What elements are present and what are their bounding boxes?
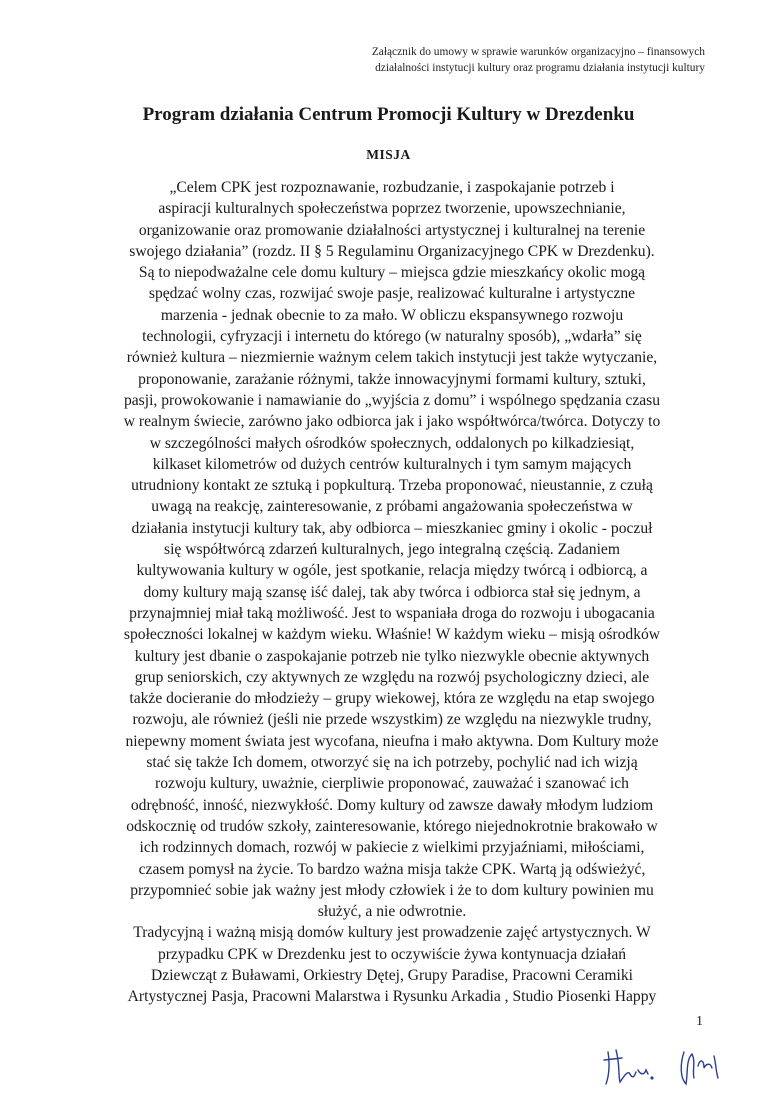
body-line: Artystycznej Pasja, Pracowni Malarstwa i Rysunku Arkadia , Studio Piosenki Happy [127,988,657,1006]
body-line: Tradycyjną i ważną misją domów kultury jest prowadzenie zajęć artystycznych. W [133,924,651,942]
body-line: w realnym świecie, zarówno jako odbiorca jak i jako współtwórca/twórca. Dotyczy to [123,413,661,431]
body-line: Dziewcząt z Buławami, Orkiestry Dętej, Grupy Paradise, Pracowni Ceramiki [151,966,633,984]
body-line: kultury jest dbanie o zaspokajanie potrzeb nie tylko niezwykle obecnie aktywnych [134,647,650,665]
body-line: kultywowania kultury w ogóle, jest spotkanie, relacja między twórcą i odbiorcą, a [136,562,648,580]
signature-right [681,1052,718,1084]
body-line: działania instytucji kultury tak, aby odbiorca – mieszkaniec gminy i okolic - poczuł [131,519,653,537]
body-line: przypomnieć sobie jak ważny jest młody człowiek i że to dom kultury powinien mu [130,881,654,899]
body-line: odrębność, inność, niezwykłość. Domy kultury od zawsze dawały młodym ludziom [130,796,654,814]
body-line: w szczególności małych ośrodków społecznych, oddalonych po kilkadziesiąt, [149,434,635,452]
body-line: rozwoju kultury, uważnie, cierpliwie proponować, zauważać i szanować ich [155,775,629,793]
body-line: przypadku CPK w Drezdenku jest to oczywiście żywa kontynuacja działań [157,945,627,963]
body-line: „Celem CPK jest rozpoznawanie, rozbudzanie, i zaspokajanie potrzeb i [169,179,615,196]
body-line: pasji, prowokowanie i namawianie do „wyjścia z domu” i wspólnego spędzania czasu [123,391,661,409]
body-line: ich rodzinnych domach, rozwój w pakiecie z wielkimi przyjaźniami, miłościami, [139,839,645,857]
body-line: przynajmniej miał taką możliwość. Jest to wspaniała droga do rozwoju i ubogacania [129,604,655,622]
body-line: Są to niepodważalne cele domu kultury – miejsca gdzie mieszkańcy okolic mogą [138,264,646,282]
body-line: również kultura – niezmiernie ważnym celem takich instytucji jest także wytyczanie, [126,349,658,367]
body-line: domy kultury mają szansę iść dalej, tak aby twórca i odbiorca stał się jednym, a [143,583,641,601]
body-line: odskocznię od trudów szkoły, zainteresowanie, którego niejednokrotnie brakowało w [126,817,658,835]
body-line: grup seniorskich, czy aktywnych ze względu na rozwój psychologiczny dzieci, ale [134,668,650,686]
handwritten-signatures [600,1038,740,1090]
body-line: utrudniony kontakt ze sztuką i popkulturą. Trzeba proponować, nieustannie, z czułą [131,477,653,495]
body-line: także docieranie do młodzieży – grupy wiekowej, która ze względu na etap swojego [129,690,655,708]
body-line: rozwoju, ale również (jeśli nie przede wszystkim) ze względu na niezwykle trudny, [132,711,652,729]
body-line: uwagą na reakcję, zainteresowanie, z próbami angażowania społeczeństwa w [151,498,633,516]
body-line: niepewny moment świata jest wycofana, nieufna i mało aktywna. Dom Kultury może [125,732,659,750]
body-line: swojego działania” (rozdz. II § 5 Regulaminu Organizacyjnego CPK w Drezdenku). [129,242,655,260]
attachment-note [372,44,705,76]
body-line: technologii, cyfryzacji i internetu do którego (w naturalny sposób), „wdarła” się [142,328,642,346]
body-line: proponowanie, zarażanie różnymi, także innowacyjnymi formami kultury, sztuki, [138,370,646,388]
attachment-note-line: działalności instytucji kultury oraz programu działania instytucji kultury [375,62,705,74]
attachment-note-line: Załącznik do umowy w sprawie warunków organizacyjno – finansowych [371,46,705,58]
body-line: marzenia - jednak obecnie to za mało. W obliczu ekspansywnego rozwoju [160,306,624,324]
body-line: stać się także Ich domem, otworzyć się na ich potrzeby, pochylić nad ich wizją [146,754,638,772]
body-line: się współtwórcą zdarzeń kulturalnych, jego integralną częścią. Zadaniem [164,541,620,559]
body-line: aspiracji kulturalnych społeczeństwa poprzez tworzenie, upowszechnianie, [158,200,626,218]
section-heading-misja: MISJA [366,147,411,162]
body-line: służyć, a nie odwrotnie. [317,903,467,921]
signature-left [604,1050,653,1084]
page-number: 1 [696,1014,703,1029]
body-line: organizowanie oraz promowanie działalności artystycznej i kulturalnej na terenie [138,221,646,239]
mission-body-text [60,177,724,1008]
body-line: kilkaset kilometrów od dużych centrów kulturalnych i tym samym mających [152,455,632,473]
body-line: czasem pomysł na życie. To bardzo ważna misja także CPK. Wartą ją odświeżyć, [138,860,646,878]
body-line: społeczności lokalnej w każdym wieku. Właśnie! W każdym wieku – misją ośrodków [123,626,661,644]
document-title: Program działania Centrum Promocji Kultury w Drezdenku [142,104,635,125]
body-line: spędzać wolny czas, rozwijać swoje pasje, realizować kulturalne i artystyczne [148,285,636,303]
